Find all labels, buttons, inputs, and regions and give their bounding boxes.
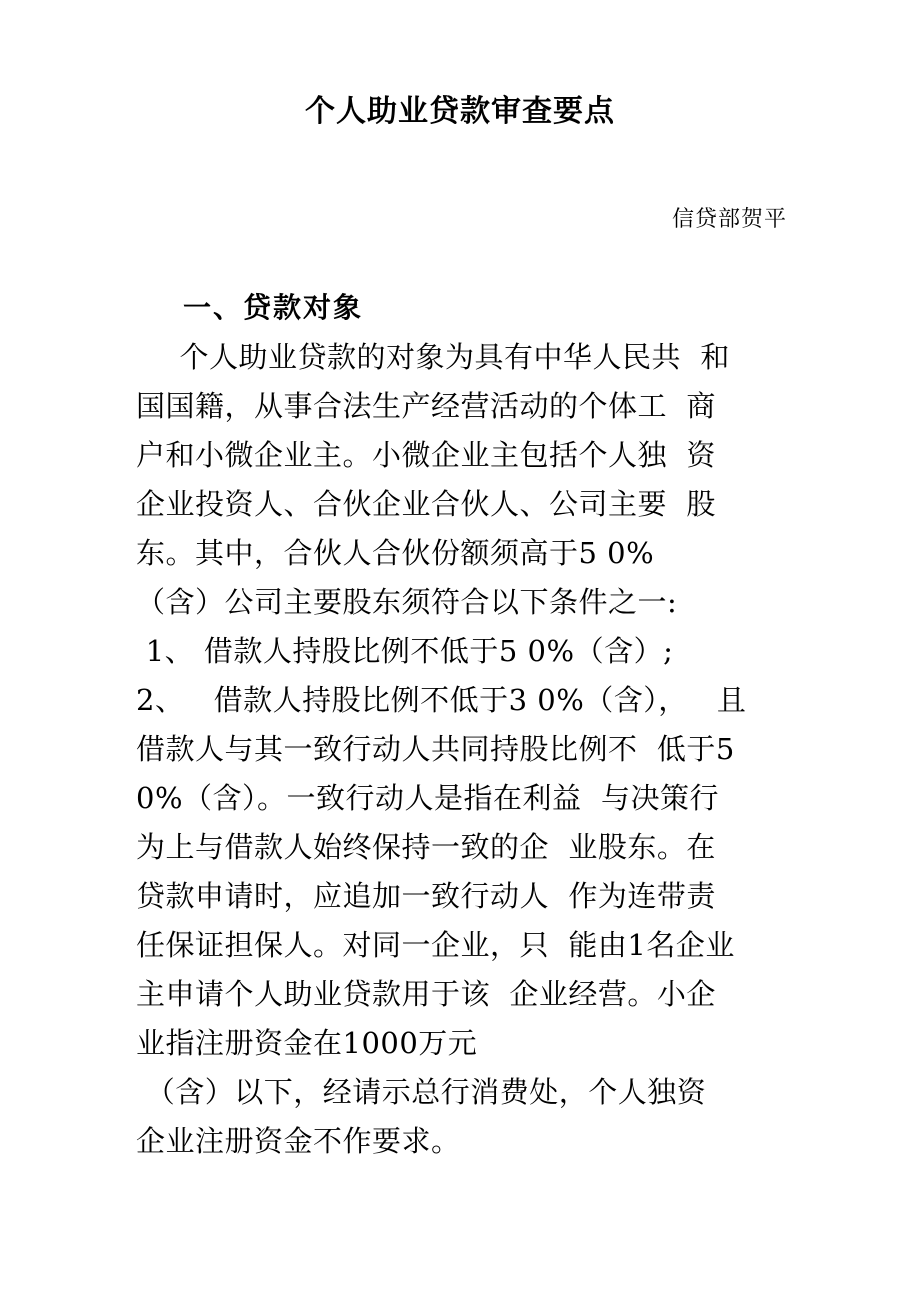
body-line: 业指注册资金在1000万元 (136, 1026, 478, 1060)
body-line: 1、 借款人持股比例不低于5 0%（含）; (136, 634, 674, 668)
body-line: 主申请个人助业贷款用于该 企业经营。小企 (136, 977, 716, 1011)
section-heading: 一、贷款对象 (183, 291, 364, 324)
body-line: 企业投资人、合伙企业合伙人、公司主要 股 (136, 487, 716, 521)
body-line: 个人助业贷款的对象为具有中华人民共 和 (150, 340, 730, 374)
body-line: 为上与借款人始终保持一致的企 业股东。在 (136, 830, 716, 864)
body-line: 国国籍，从事合法生产经营活动的个体工 商 (136, 389, 716, 423)
body-line: 借款人与其一致行动人共同持股比例不 低于5 (136, 732, 735, 766)
body-line: 东。其中，合伙人合伙份额须高于5 0% (136, 536, 655, 570)
body-line: 企业注册资金不作要求。 (136, 1124, 461, 1158)
body-line: （含）公司主要股东须符合以下条件之一: (136, 585, 678, 619)
body-line: 2、 借款人持股比例不低于3 0%（含）， 且 (136, 683, 747, 717)
document-title: 个人助业贷款审查要点 (305, 94, 615, 129)
body-line: 任保证担保人。对同一企业，只 能由1名企业 (136, 928, 735, 962)
body-line: 户和小微企业主。小微企业主包括个人独 资 (136, 438, 716, 472)
body-line: 0%（含）。一致行动人是指在利益 与决策行 (136, 781, 719, 815)
document-author: 信贷部贺平 (671, 207, 787, 232)
body-line: 贷款申请时，应追加一致行动人 作为连带责 (136, 879, 716, 913)
body-line: （含）以下，经请示总行消费处，个人独资 (136, 1075, 707, 1109)
